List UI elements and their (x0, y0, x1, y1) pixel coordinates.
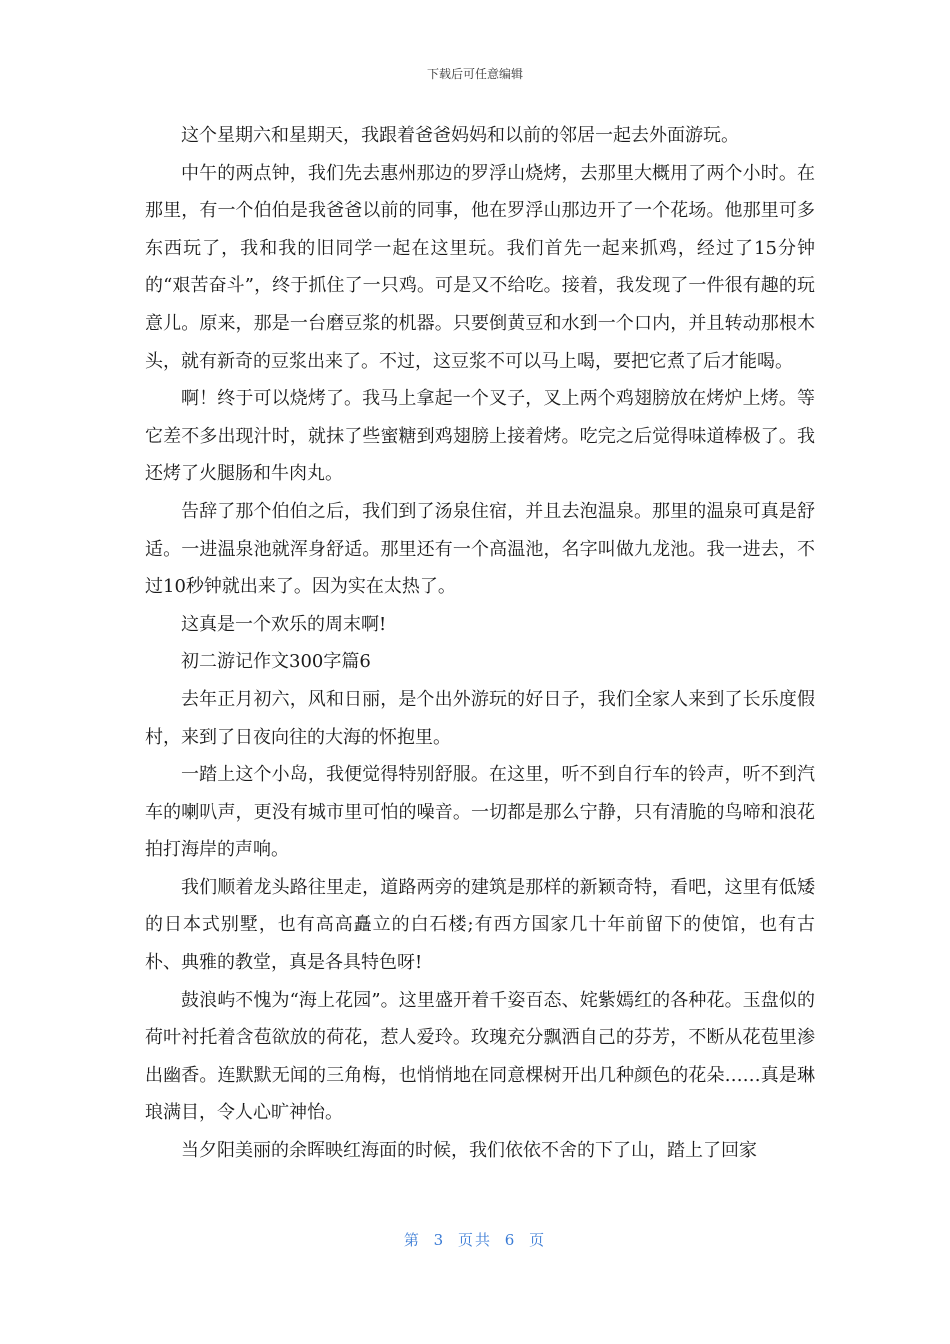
paragraph-7: 去年正月初六，风和日丽，是个出外游玩的好日子，我们全家人来到了长乐度假村，来到了日夜向往的大海的怀抱里。 (145, 688, 815, 748)
paragraph-11: 当夕阳美丽的余晖映红海面的时候，我们依依不舍的下了山，踏上了回家 (181, 1140, 757, 1162)
paragraph-1: 这个星期六和星期天，我跟着爸爸妈妈和以前的邻居一起去外面游玩。 (181, 125, 739, 146)
paragraph-2: 中午的两点钟，我们先去惠州那边的罗浮山烧烤，去那里大概用了两个小时。在那里，有一个伯伯是我爸爸以前的同事，他在罗浮山那边开了一个花场。他那里可多东西玩了，我和我的旧同学一起在这里玩。我们首先一起来抓鸡，经过了15分钟的“艰苦奋斗”，终于抓住了一只鸡。可是又不给吃。接着，我发现了一件很有趣的玩意儿。原来，那是一台磨豆浆的机器。只要倒黄豆和水到一个口内，并且转动那根木头，就有新奇的豆浆出来了。不过，这豆浆不可以马上喝，要把它煮了后才能喝。 (145, 162, 815, 372)
paragraph-5: 这真是一个欢乐的周末啊! (181, 613, 387, 635)
section-heading: 初二游记作文300字篇6 (181, 651, 371, 673)
paragraph-4: 告辞了那个伯伯之后，我们到了汤泉住宿，并且去泡温泉。那里的温泉可真是舒适。一进温泉池就浑身舒适。那里还有一个高温池，名字叫做九龙池。我一进去，不过10秒钟就出来了。因为实在太热了。 (145, 500, 815, 598)
paragraph-10: 鼓浪屿不愧为“海上花园”。这里盛开着千姿百态、姹紫嫣红的各种花。玉盘似的荷叶衬托着含苞欲放的荷花，惹人爱玲。玫瑰充分飘洒自己的芬芳，不断从花苞里渗出幽香。连默默无闻的三角梅，也悄悄地在同意棵树开出几种颜色的花朵……真是琳琅满目，令人心旷神怡。 (145, 989, 815, 1124)
page-number: 第 3 页共 6 页 (403, 1231, 547, 1249)
paragraph-3: 啊！终于可以烧烤了。我马上拿起一个叉子，叉上两个鸡翅膀放在烤炉上烤。等它差不多出现汁时，就抹了些蜜糖到鸡翅膀上接着烤。吃完之后觉得味道棒极了。我还烤了火腿肠和牛肉丸。 (145, 388, 815, 485)
document-body (145, 117, 815, 1170)
page-header: 下载后可任意编辑 (426, 67, 523, 81)
paragraph-8: 一踏上这个小岛，我便觉得特别舒服。在这里，听不到自行车的铃声，听不到汽车的喇叭声，更没有城市里可怕的噪音。一切都是那么宁静，只有清脆的鸟啼和浪花拍打海岸的声响。 (145, 764, 815, 861)
paragraph-9: 我们顺着龙头路往里走，道路两旁的建筑是那样的新颖奇特，看吧，这里有低矮的日本式别墅，也有高高矗立的白石楼;有西方国家几十年前留下的使馆，也有古朴、典雅的教堂，真是各具特色呀! (145, 876, 815, 974)
